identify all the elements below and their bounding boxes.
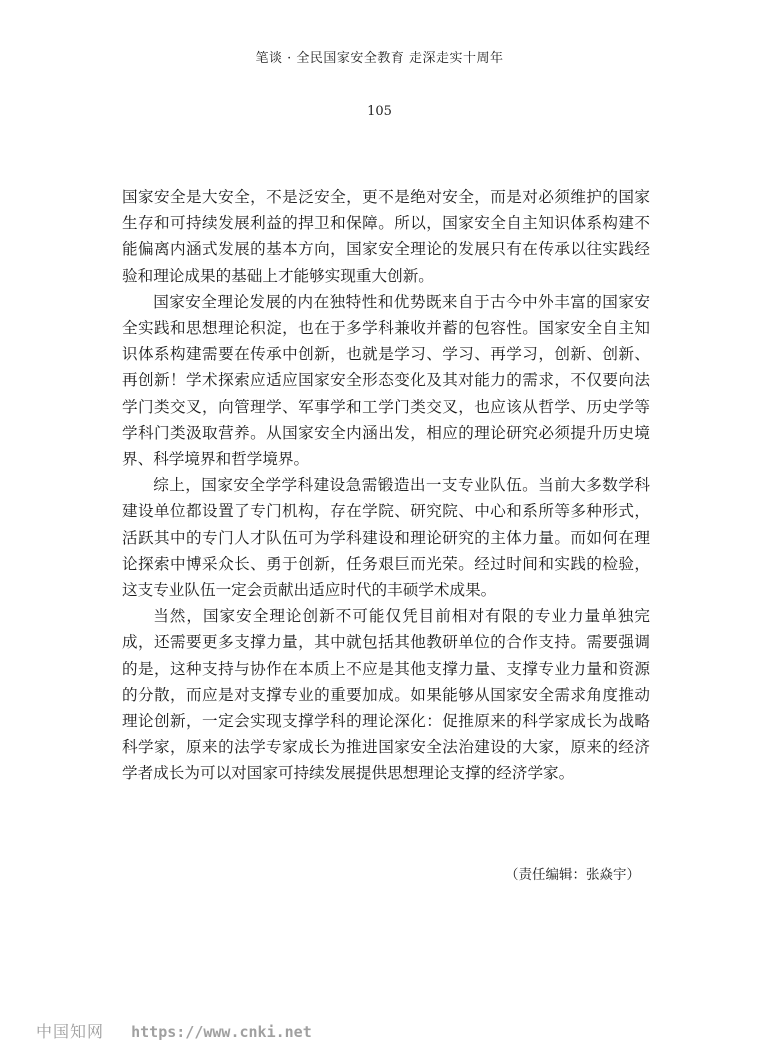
running-title: 笔谈 · 全民国家安全教育 走深走实十周年 <box>255 51 504 66</box>
paragraph: 国家安全是大安全，不是泛安全，更不是绝对安全，而是对必须维护的国家生存和可持续发展利益的捍卫和保障。所以，国家安全自主知识体系构建不能偏离内涵式发展的基本方向，国家安全理论的发展只有在传承以往实践经验和理论成果的基础上才能够实现重大创新。 <box>122 188 650 285</box>
cnki-url[interactable]: https://www.cnki.net <box>131 1023 312 1041</box>
article-body <box>122 184 650 787</box>
page-number: 105 <box>367 104 392 119</box>
paragraph: 综上，国家安全学学科建设急需锻造出一支专业队伍。当前大多数学科建设单位都设置了专门机构，存在学院、研究院、中心和系所等多种形式，活跃其中的专门人才队伍可为学科建设和理论研究的主体力量。而如何在理论探索中博采众长、勇于创新，任务艰巨而光荣。经过时间和实践的检验，这支专业队伍一定会贡献出适应时代的丰硕学术成果。 <box>122 476 650 600</box>
paragraph: 国家安全理论发展的内在独特性和优势既来自于古今中外丰富的国家安全实践和思想理论积淀，也在于多学科兼收并蓄的包容性。国家安全自主知识体系构建需要在传承中创新，也就是学习、学习、再学习，创新、创新、再创新！学术探索应适应国家安全形态变化及其对能力的需求，不仅要向法学门类交叉，向管理学、军事学和工学门类交叉，也应该从哲学、历史学等学科门类汲取营养。从国家安全内涵出发，相应的理论研究必须提升历史境界、科学境界和哲学境界。 <box>122 292 650 469</box>
paragraph: 当然，国家安全理论创新不可能仅凭目前相对有限的专业力量单独完成，还需要更多支撑力量，其中就包括其他教研单位的合作支持。需要强调的是，这种支持与协作在本质上不应是其他支撑力量、支撑专业力量和资源的分散，而应是对支撑专业的重要加成。如果能够从国家安全需求角度推动理论创新，一定会实现支撑学科的理论深化：促推原来的科学家成长为战略科学家，原来的法学专家成长为推进国家安全法治建设的大家，原来的经济学者成长为可以对国家可持续发展提供思想理论支撑的经济学家。 <box>122 607 650 783</box>
cnki-brand: 中国知网 <box>36 1022 105 1041</box>
editor-note: （责任编辑：张焱宇） <box>505 867 640 883</box>
footer-watermark <box>36 1019 312 1042</box>
